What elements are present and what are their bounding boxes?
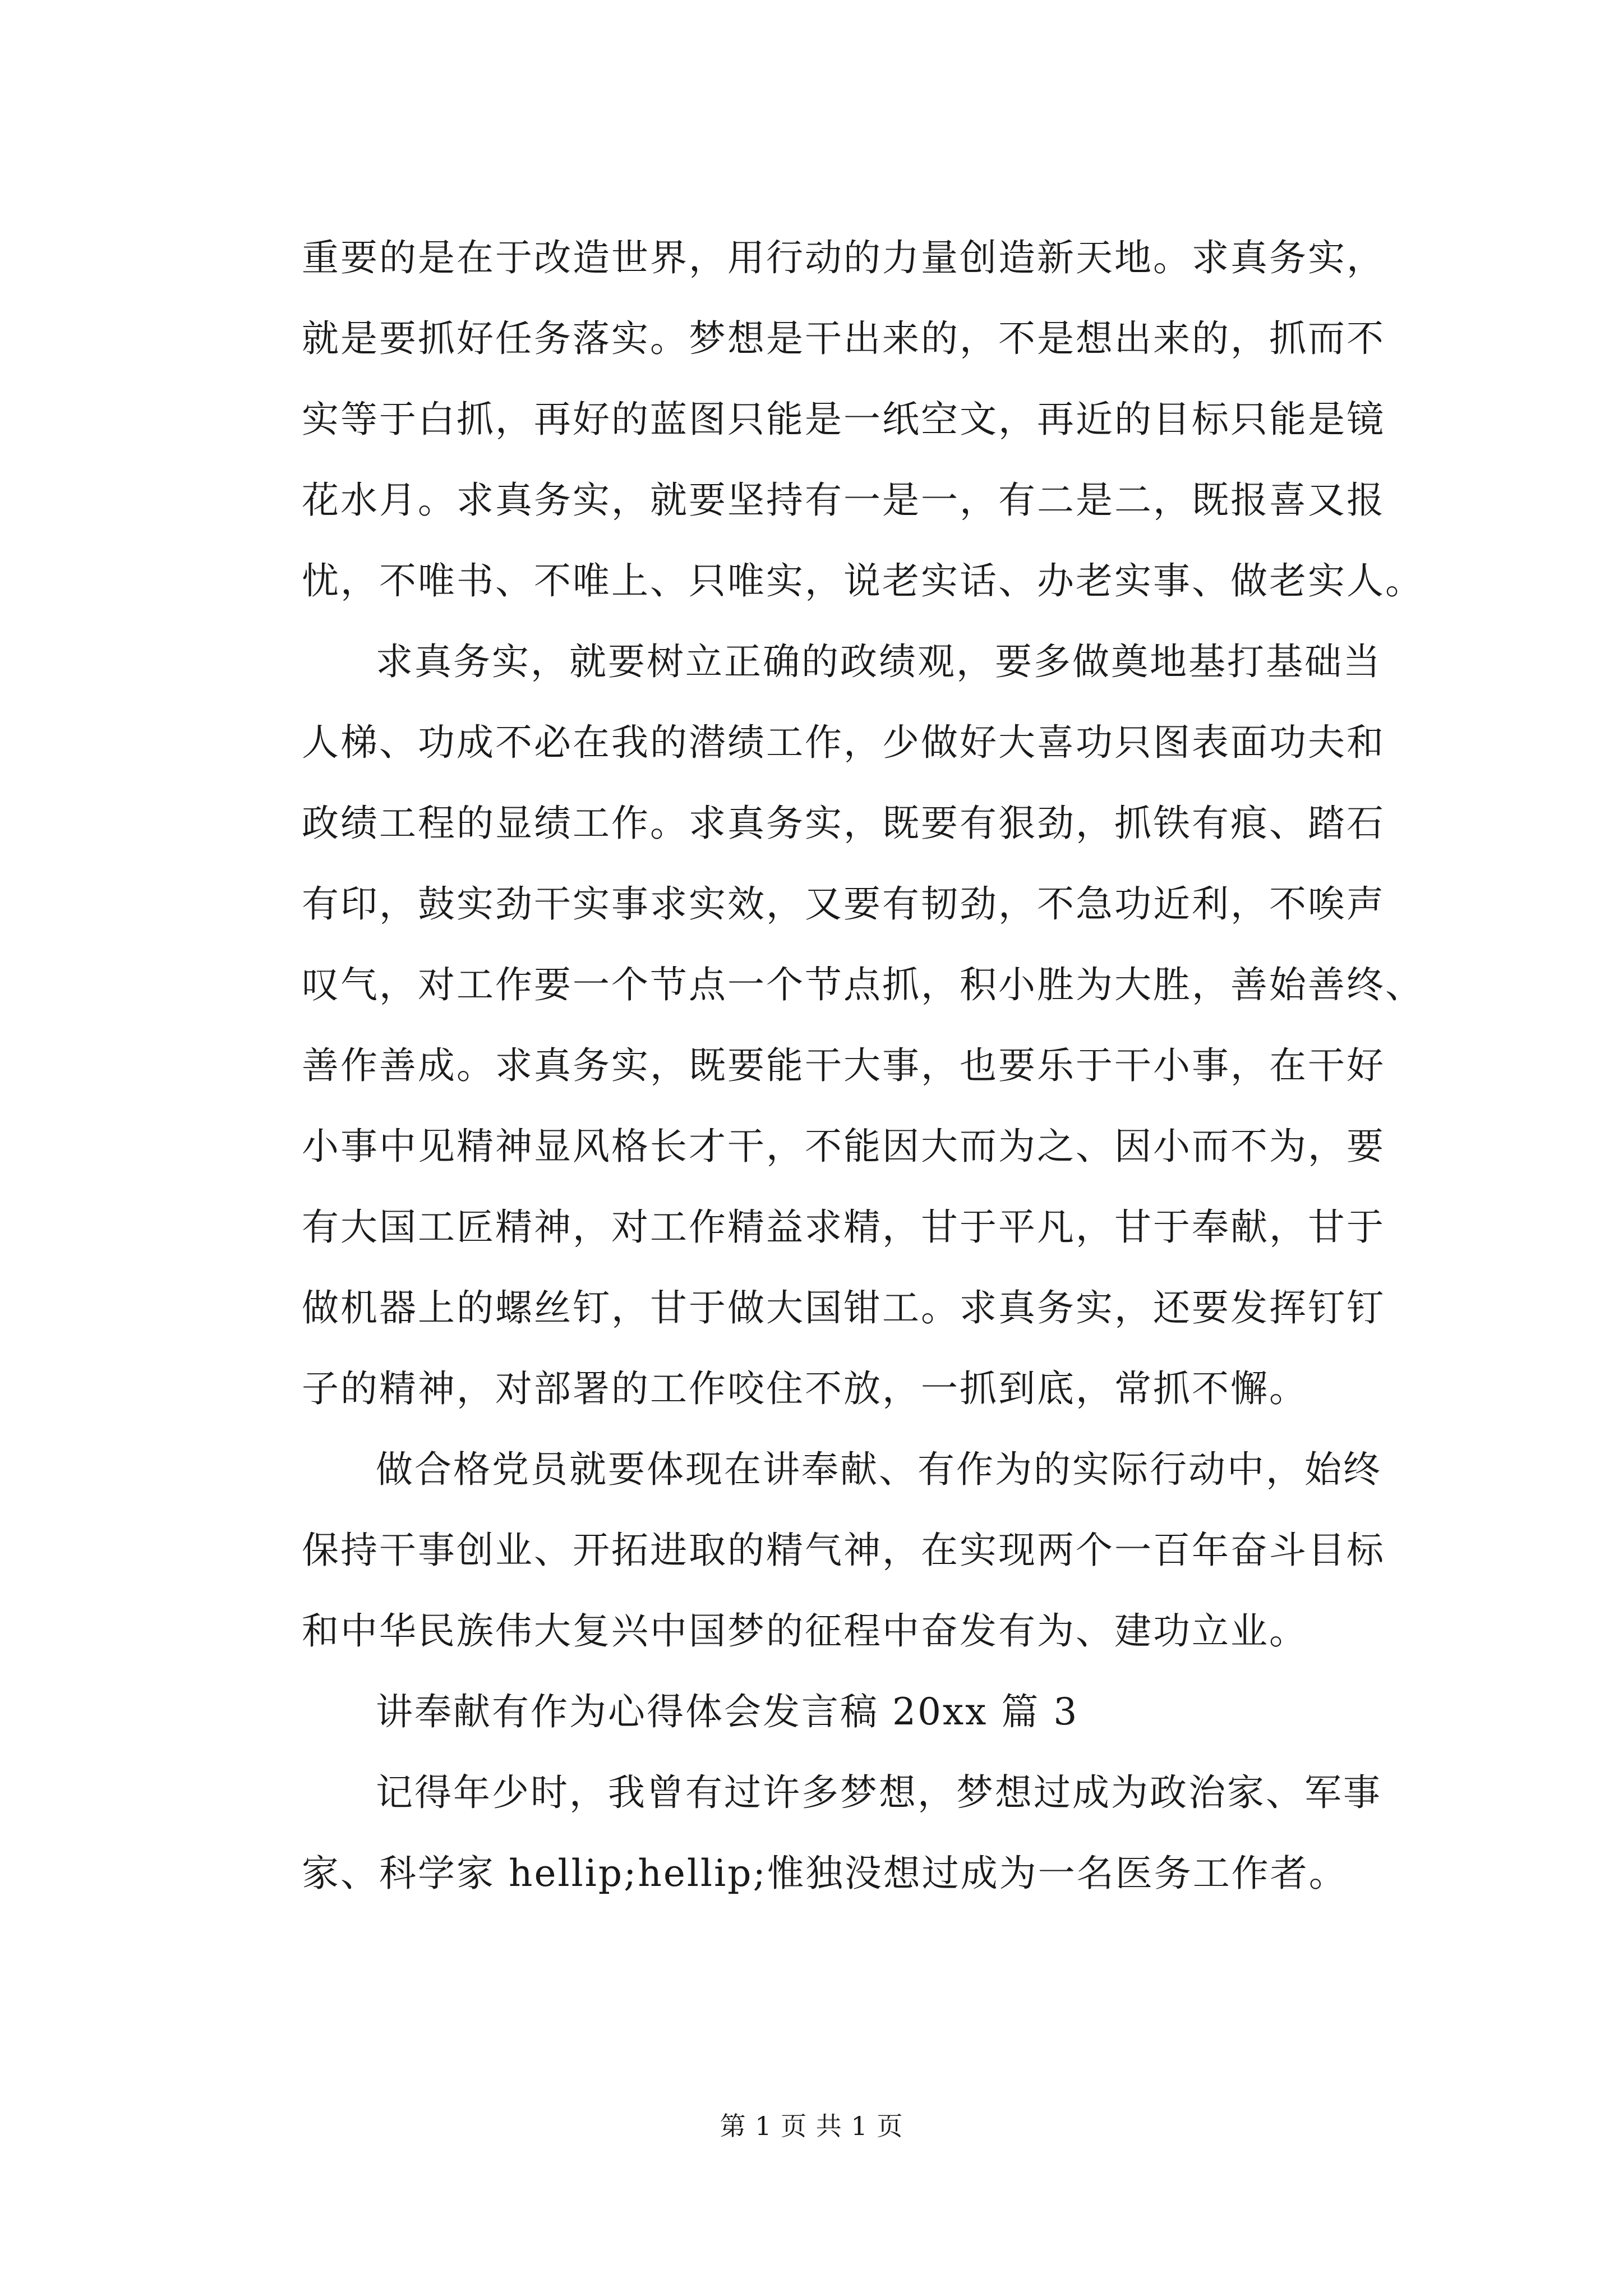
text-line: 和中华民族伟大复兴中国梦的征程中奋发有为、建功立业。	[302, 1609, 1308, 1653]
text-line: 人梯、功成不必在我的潜绩工作，少做好大喜功只图表面功夫和	[302, 721, 1385, 764]
text-line: 政绩工程的显绩工作。求真务实，既要有狠劲，抓铁有痕、踏石	[302, 802, 1385, 845]
text-line: 重要的是在于改造世界，用行动的力量创造新天地。求真务实，	[302, 236, 1385, 279]
document-body	[302, 218, 1424, 1914]
text-line: 花水月。求真务实，就要坚持有一是一，有二是二，既报喜又报	[302, 478, 1385, 522]
text-line: 就是要抓好任务落实。梦想是干出来的，不是想出来的，抓而不	[302, 317, 1385, 360]
section-heading: 讲奉献有作为心得体会发言稿 20xx 篇 3	[376, 1690, 1079, 1733]
paragraph-start-line: 做合格党员就要体现在讲奉献、有作为的实际行动中，始终	[376, 1448, 1382, 1491]
page-footer: 第 1 页 共 1 页	[720, 2111, 903, 2141]
text-line: 小事中见精神显风格长才干，不能因大而为之、因小而不为，要	[302, 1125, 1385, 1168]
text-line: 有大国工匠精神，对工作精益求精，甘于平凡，甘于奉献，甘于	[302, 1205, 1385, 1249]
text-line: 家、科学家 hellip;hellip;惟独没想过成为一名医务工作者。	[302, 1852, 1348, 1895]
text-line: 善作善成。求真务实，既要能干大事，也要乐于干小事，在干好	[302, 1044, 1385, 1087]
text-line: 保持干事创业、开拓进取的精气神，在实现两个一百年奋斗目标	[302, 1529, 1385, 1572]
paragraph-start-line: 求真务实，就要树立正确的政绩观，要多做奠地基打基础当	[376, 640, 1382, 683]
text-line: 做机器上的螺丝钉，甘于做大国钳工。求真务实，还要发挥钉钉	[302, 1286, 1385, 1329]
text-line: 忧，不唯书、不唯上、只唯实，说老实话、办老实事、做老实人。	[302, 559, 1424, 602]
text-line: 实等于白抓，再好的蓝图只能是一纸空文，再近的目标只能是镜	[302, 398, 1385, 441]
text-line: 有印，鼓实劲干实事求实效，又要有韧劲，不急功近利，不唉声	[302, 882, 1385, 926]
text-line: 子的精神，对部署的工作咬住不放，一抓到底，常抓不懈。	[302, 1367, 1308, 1410]
paragraph-start-line: 记得年少时，我曾有过许多梦想，梦想过成为政治家、军事	[376, 1771, 1382, 1814]
text-line: 叹气，对工作要一个节点一个节点抓，积小胜为大胜，善始善终、	[302, 963, 1424, 1006]
